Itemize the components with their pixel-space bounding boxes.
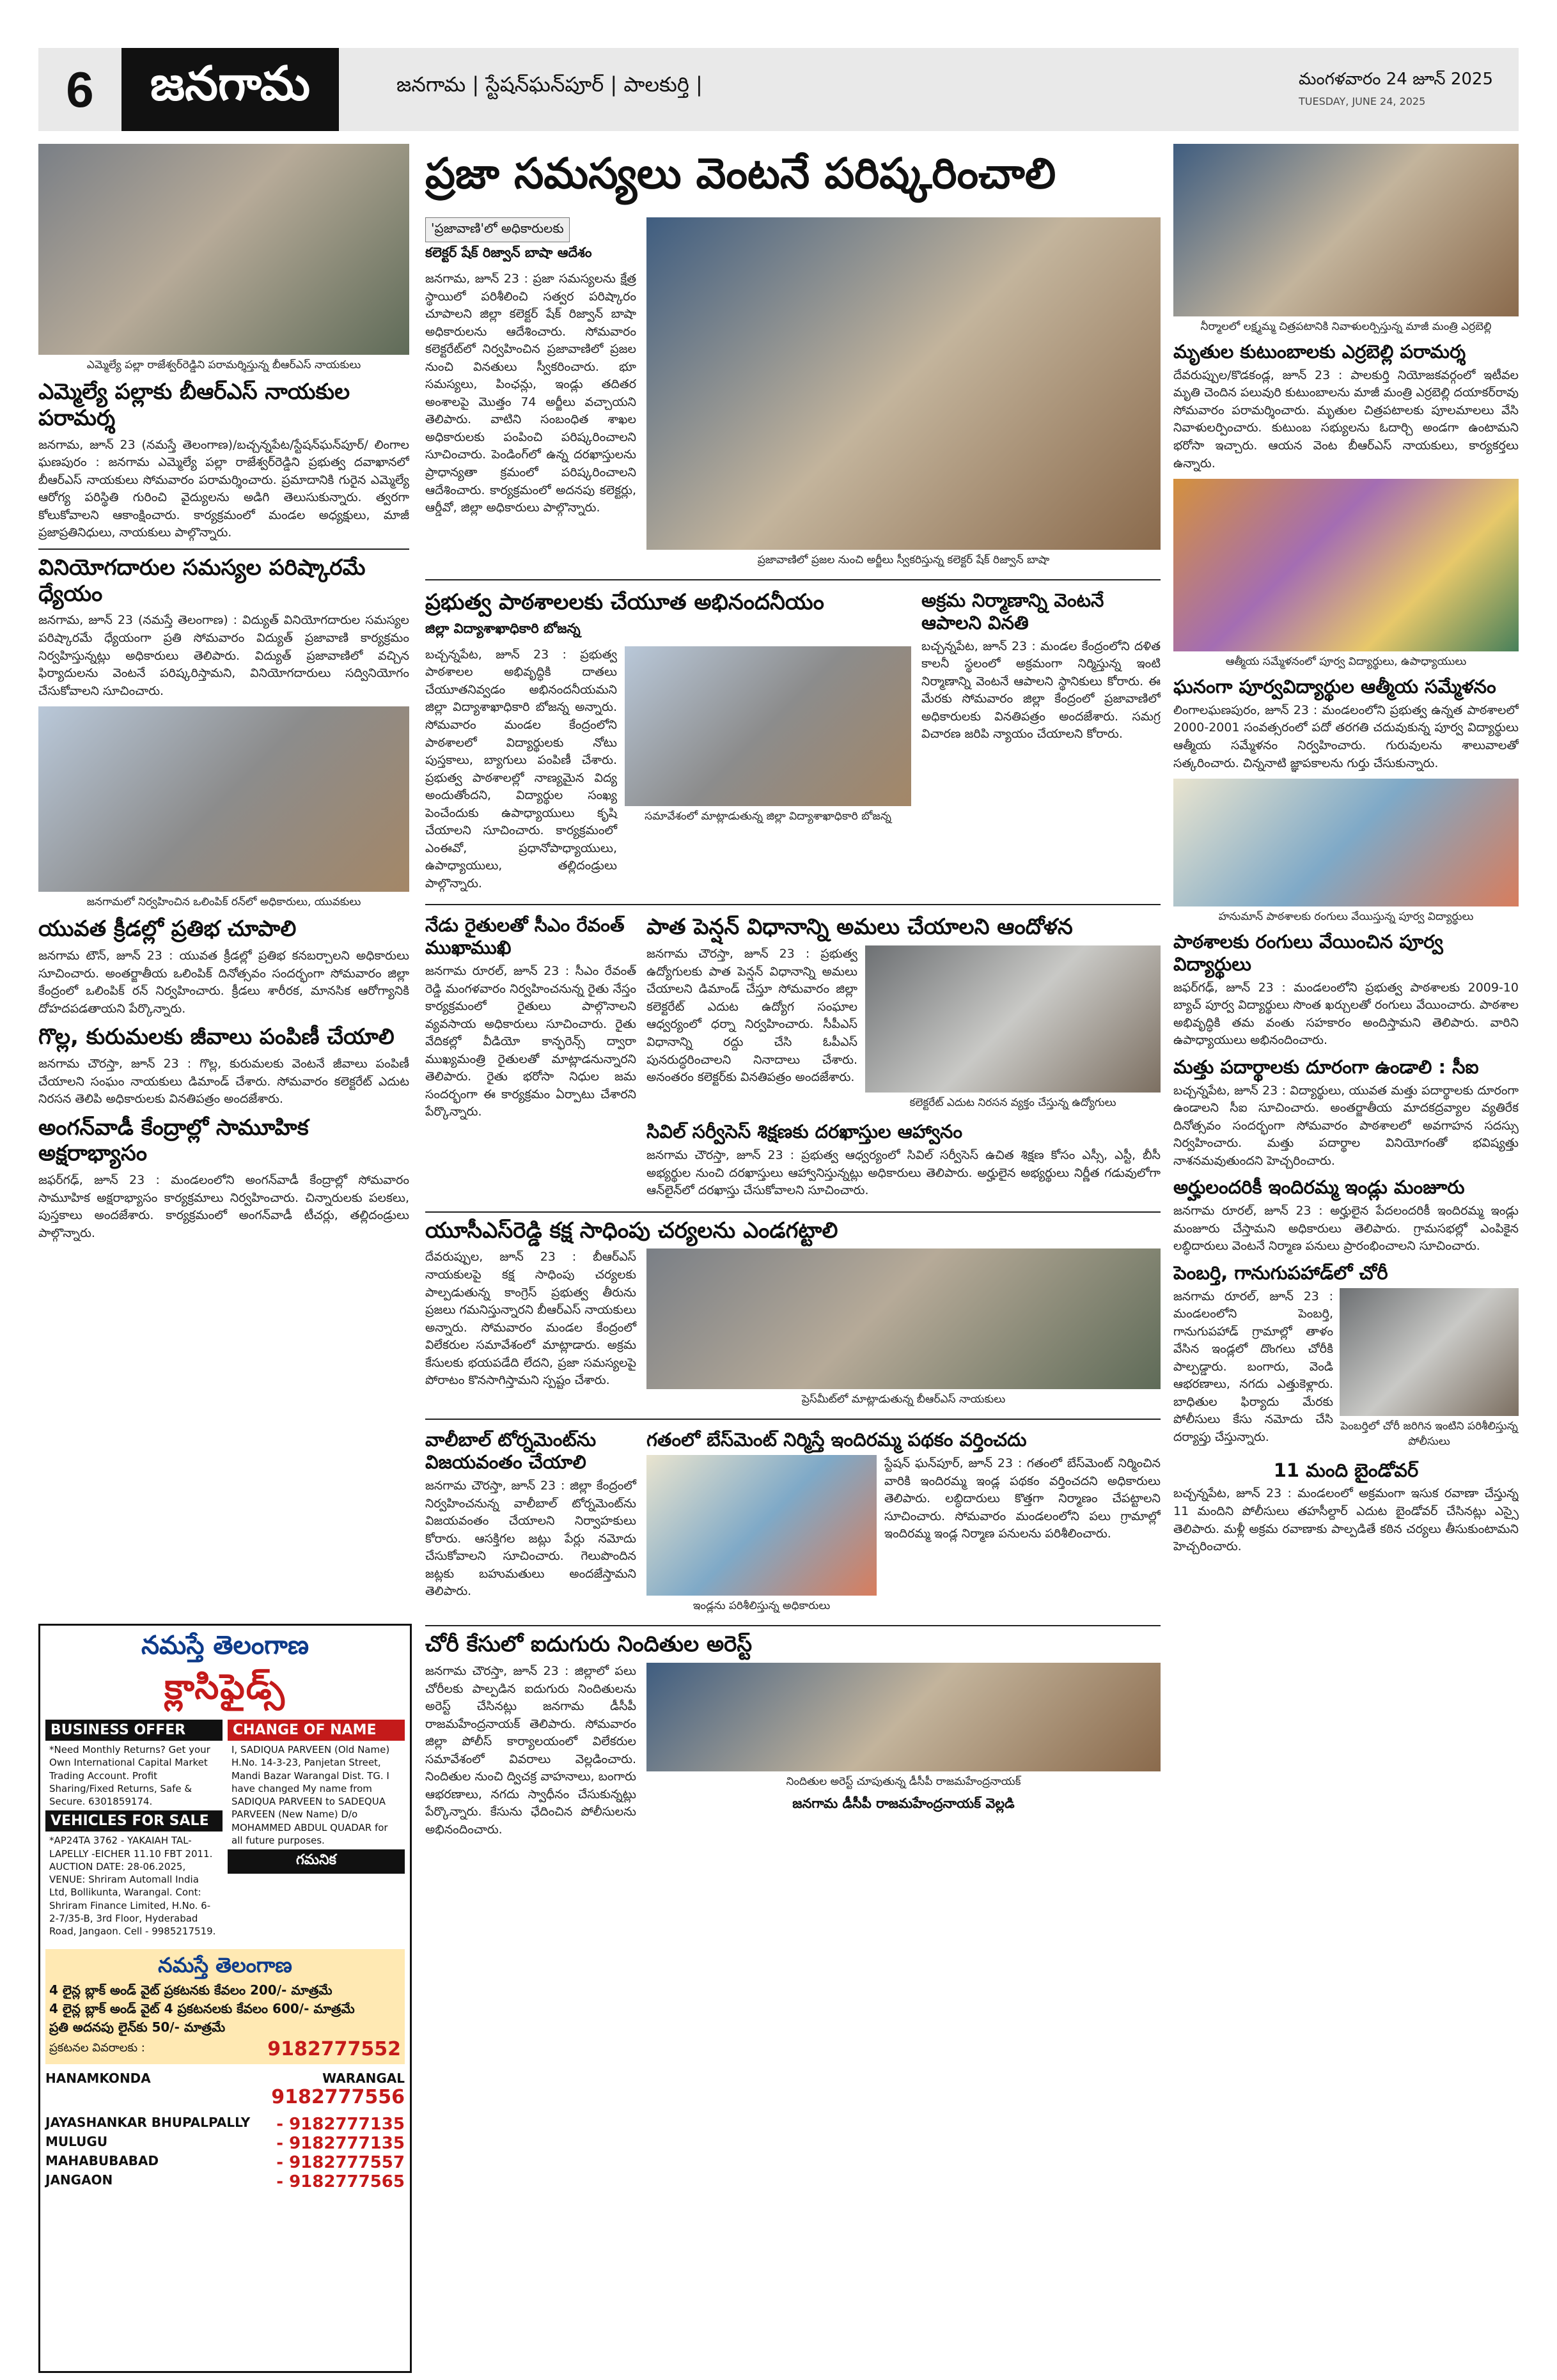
news-photo	[1340, 1288, 1519, 1416]
section-places: జనగామ | స్టేషన్‌ఘన్‌పూర్ | పాలకుర్తి |	[396, 72, 703, 97]
story-block	[425, 910, 636, 1206]
news-photo	[38, 144, 409, 355]
photo-caption: కలెక్టరేట్ ఎదుట నిరసన వ్యక్తం చేస్తున్న ఉద్యోగులు	[909, 1096, 1116, 1110]
story-j-inner	[425, 1663, 1161, 1845]
lead-photo-col	[646, 217, 1161, 574]
news-photo	[646, 1663, 1161, 1771]
story-g-photo	[646, 1248, 1161, 1413]
story-e-photo	[865, 945, 1161, 1117]
office-row	[45, 2071, 405, 2086]
ad-grid	[45, 1720, 405, 1940]
story-title: వినియోగదారుల సమస్యల పరిష్కారమే ధ్యేయం	[38, 554, 366, 607]
story-body: బచ్చన్నపేట, జూన్ 23 : ప్రభుత్వ పాఠశాలల అభివృద్ధికి దాతలు చేయూతనివ్వడం అభినందనీయమని జిల్లా విద్యాశాఖాధికారి బోజన్న అన్నారు. సోమవారం మండల కేంద్రంలోని పాఠశాలలో విద్యార్థులకు నోటు పుస్తకాలు, బ్యాగులు పంపిణీ చేశారు. ప్రభుత్వ పాఠశాలల్లో నాణ్యమైన విద్య అందుతోందని, విద్యార్థుల సంఖ్య పెంచేందుకు ఉపాధ్యాయులు కృషి చేయాలని సూచించారు. కార్యక్రమంలో ఎంఈవో, ప్రధానోపాధ్యాయులు, ఉపాధ్యాయులు, తల్లిదండ్రులు పాల్గొన్నారు.	[425, 647, 617, 891]
story-e-inner	[646, 945, 1161, 1117]
story-body: జనగామ చౌరస్తా, జూన్ 23 : ప్రభుత్వ ఉద్యోగులకు పాత పెన్షన్ విధానాన్ని అమలు చేయాలని డిమాండ్ చేస్తూ సోమవారం జిల్లా కలెక్టరేట్ ఎదుట ఉద్యోగ సంఘాల ఆధ్వర్యంలో ధర్నా నిర్వహించారు. సీపీఎస్ విధానాన్ని రద్దు చేసి ఓపీఎస్ పునరుద్ధరించాలని నినాదాలు చేశారు. అనంతరం కలెక్టర్‌కు వినతిపత్రం అందజేశారు.	[646, 947, 857, 1085]
story-title: పాత పెన్షన్ విధానాన్ని అమలు చేయాలని ఆందోళన	[646, 914, 1073, 940]
lead-tag: 'ప్రజావాణి'లో అధికారులకు	[425, 217, 570, 242]
contact-row	[49, 2038, 401, 2060]
ad-title: నమస్తే తెలంగాణ	[141, 1631, 309, 1660]
office-city: HANAMKONDA	[45, 2071, 151, 2087]
photo-caption: నిందితుల అరెస్ట్ చూపుతున్న డీసీపీ రాజమహేంద్రనాయక్	[786, 1775, 1021, 1789]
story-strap: జిల్లా విద్యాశాఖాధికారి బోజన్న	[425, 620, 581, 636]
story-i-inner	[646, 1455, 1161, 1620]
story-title: సివిల్ సర్వీసెస్ శిక్షణకు దరఖాస్తుల ఆహ్వానం	[646, 1121, 963, 1143]
photo-caption: ప్రజావాణిలో ప్రజల నుంచి అర్జీలు స్వీకరిస్తున్న కలెక్టర్ షేక్ రిజ్వాన్ బాషా	[757, 554, 1050, 566]
divider	[38, 548, 409, 550]
story-body: జనగామ చౌరస్తా, జూన్ 23 : జిల్లాలో పలు చోరీలకు పాల్పడిన ఐదుగురు నిందితులను అరెస్ట్ చేసినట్లు జనగామ డీసీపీ రాజమహేంద్రనాయక్ తెలిపారు. సోమవారం జిల్లా పోలీస్ కార్యాలయంలో విలేకరుల సమావేశంలో వివరాలు వెల్లడించారు. నిందితుల నుంచి ద్విచక్ర వాహనాలు, బంగారు ఆభరణాలు, నగదు స్వాధీనం చేసుకున్నట్లు పేర్కొన్నారు. కేసును ఛేదించిన పోలీసులను అభినందించారు.	[425, 1664, 636, 1837]
story-title: చోరీ కేసులో ఐదుగురు నిందితుల అరెస్ట్	[425, 1631, 753, 1658]
story-body: జనగామ రూరల్, జూన్ 23 : మండలంలోని పెంబర్తి, గానుగుపహాడ్ గ్రామాల్లో తాళం వేసిన ఇండ్లలో దొంగలు చోరీకి పాల్పడ్డారు. బంగారు, వెండి ఆభరణాలు, నగదు ఎత్తుకెళ్లారు. బాధితుల ఫిర్యాదు మేరకు పోలీసులు కేసు నమోదు చేసి దర్యాప్తు చేస్తున్నారు.	[1173, 1289, 1333, 1444]
story-body: జఫర్‌గఢ్, జూన్ 23 : మండలంలోని ప్రభుత్వ పాఠశాలకు 2009-10 బ్యాచ్ పూర్వ విద్యార్థులు సొంత ఖర్చులతో రంగులు వేయించారు. పాఠశాల అభివృద్ధికి తమ వంతు సహకారం అందిస్తామని తెలిపారు. వారిని ఉపాధ్యాయులు అభినందించారు.	[1173, 980, 1519, 1048]
city-name: MAHABUBABAD	[45, 2153, 159, 2169]
city-name: JANGAON	[45, 2172, 113, 2188]
left-column	[38, 144, 409, 1248]
city-row	[45, 2134, 405, 2153]
ad-subtitle: క్లాసిఫైడ్స్	[164, 1667, 286, 1707]
rate-line: 4 లైన్ల బ్లాక్ అండ్ వైట్ 4 ప్రకటనలకు కేవలం 600/- మాత్రమే	[49, 2001, 355, 2017]
story-6-inner	[1173, 1288, 1519, 1456]
news-photo	[1173, 479, 1519, 651]
story-body: జనగామ చౌరస్తా, జూన్ 23 : గొల్ల, కురుమలకు వెంటనే జీవాలు పంపిణీ చేయాలని సంఘం నాయకులు డిమాండ్ చేశారు. సోమవారం కలెక్టరేట్ ఎదుట నిరసన తెలిపి అధికారులకు వినతిపత్రం అందజేశారు.	[38, 1056, 409, 1107]
story-title: మత్తు పదార్థాలకు దూరంగా ఉండాలి : సీఐ	[1173, 1055, 1479, 1078]
office-city: WARANGAL	[322, 2071, 405, 2087]
story-body: జనగామ, జూన్ 23 : ప్రజా సమస్యలను క్షేత్ర స్థాయిలో పరిశీలించి సత్వర పరిష్కారం చూపాలని జిల్లా కలెక్టర్ షేక్ రిజ్వాన్ బాషా అధికారులను ఆదేశించారు. సోమవారం కలెక్టరేట్‌లో నిర్వహించిన ప్రజావాణిలో ప్రజల నుంచి వినతులు స్వీకరించారు. భూ సమస్యలు, పింఛన్లు, ఇండ్లు తదితర అంశాలపై మొత్తం 74 అర్జీలు వచ్చాయని తెలిపారు. వాటిని సంబంధిత శాఖల అధికారులకు పంపించి పరిష్కరించాలని సూచించారు. పెండింగ్‌లో ఉన్న దరఖాస్తులను ప్రాధాన్యతా క్రమంలో పరిష్కరించాలని ఆదేశించారు. కార్యక్రమంలో అదనపు కలెక్టర్లు, ఆర్డీవో, జిల్లా అధికారులు పాల్గొన్నారు.	[425, 272, 636, 515]
date-english: TUESDAY, JUNE 24, 2025	[1299, 95, 1426, 107]
story-title: గతంలో బేస్‌మెంట్ నిర్మిస్తే ఇందిరమ్మ పథకం వర్తించదు	[646, 1429, 1027, 1451]
story-b-inner	[425, 646, 911, 899]
city-phone: - 9182777135	[276, 2134, 405, 2154]
city-row	[45, 2153, 405, 2172]
masthead	[38, 48, 1519, 131]
story-body: బచ్చన్నపేట, జూన్ 23 : మండల కేంద్రంలోని దళిత కాలనీ స్థలంలో అక్రమంగా నిర్మిస్తున్న ఇంటి నిర్మాణాన్ని వెంటనే ఆపాలని స్థానికులు కోరారు. ఈ మేరకు సోమవారం జిల్లా కేంద్రంలో ప్రజావాణిలో అధికారులకు వినతిపత్రం అందజేశారు. సమగ్ర విచారణ జరిపి న్యాయం చేయాలని కోరారు.	[921, 639, 1161, 742]
photo-caption: ప్రెస్‌మీట్‌లో మాట్లాడుతున్న బీఆర్ఎస్ నాయకులు	[801, 1393, 1006, 1406]
story-block	[425, 586, 911, 899]
ad-text: *Need Monthly Returns? Get your Own International Capital Market Trading Account. Profit Sharing/Fixed Returns, Safe & Secure. 6301859174.	[49, 1744, 210, 1807]
rate-line: ప్రతి అదనపు లైన్‌కు 50/- మాత్రమే	[49, 2019, 226, 2035]
story-strap: జనగామ డీసీపీ రాజమహేంద్రనాయక్ వెల్లడి	[792, 1796, 1015, 1812]
news-photo	[1173, 779, 1519, 906]
ad-text: *AP24TA 3762 - YAKAIAH TAL-LAPELLY -EICHER 11.10 FBT 2011. AUCTION DATE: 28-06.2025, VENUE: Shriram Automall India Ltd, Bollikunta, Warangal. Cont: Shriram Finance Limited, H.No. 6-2-7/35-B, 3rd Floor, Hyderabad Road, Jangaon. Cell - 9985217519.	[49, 1835, 216, 1937]
story-body: జనగామ రూరల్, జూన్ 23 : సీఎం రేవంత్ రెడ్డి మంగళవారం నిర్వహించనున్న రైతు నేస్తం కార్యక్రమంలో రైతులు పాల్గొనాలని వ్యవసాయ అధికారులు సూచించారు. రైతు వేదికల్లో వీడియో కాన్ఫరెన్స్ ద్వారా ముఖ్యమంత్రి రైతులతో మాట్లాడనున్నారని తెలిపారు. రైతు భరోసా నిధుల జమ సందర్భంగా ఈ కార్యక్రమం ఏర్పాటు చేశారని పేర్కొన్నారు.	[425, 964, 636, 1119]
ad-heading: VEHICLES FOR SALE	[45, 1810, 223, 1832]
story-j-photo	[646, 1663, 1161, 1845]
city-phone: - 9182777557	[276, 2153, 405, 2173]
photo-caption: హనుమాన్ పాఠశాలకు రంగులు వేయిస్తున్న పూర్వ విద్యార్థులు	[1218, 910, 1474, 924]
story-title: 11 మంది బైండోవర్	[1273, 1459, 1419, 1481]
story-body: జనగామ చౌరస్తా, జూన్ 23 : జిల్లా కేంద్రంలో నిర్వహించనున్న వాలీబాల్ టోర్నమెంట్‌ను విజయవంతం చేయాలని నిర్వాహకులు కోరారు. ఆసక్తిగల జట్లు పేర్లు నమోదు చేసుకోవాలని సూచించారు. గెలుపొందిన జట్లకు బహుమతులు అందజేస్తామని తెలిపారు.	[425, 1479, 636, 1599]
story-body: బచ్చన్నపేట, జూన్ 23 : మండలంలో అక్రమంగా ఇసుక రవాణా చేస్తున్న 11 మందిని పోలీసులు తహసీల్దార్ ఎదుట బైండోవర్ చేసినట్లు ఎస్సై తెలిపారు. మళ్లీ అక్రమ రవాణాకు పాల్పడితే కఠిన చర్యలు తీసుకుంటామని హెచ్చరించారు.	[1173, 1486, 1519, 1554]
story-6-photo	[1340, 1288, 1519, 1456]
ad-text: I, SADIQUA PARVEEN (Old Name) H.No. 14-3-23, Panjetan Street, Mandi Bazar Warangal Dist. TG. I have changed My name from SADIQUA PARVEEN to SADEQUA PARVEEN (New Name) D/o MOHAMMED ABDUL QUADAR for all future purposes.	[231, 1744, 390, 1846]
story-block	[646, 1425, 1161, 1620]
photo-caption: ఆత్మీయ సమ్మేళనంలో పూర్వ విద్యార్థులు, ఉపాధ్యాయులు	[1225, 655, 1467, 669]
lead-headline: ప్రజా సమస్యలు వెంటనే పరిష్కరించాలి	[425, 149, 1056, 198]
news-photo	[646, 1248, 1161, 1389]
story-body: దేవరుప్పుల/కొడకండ్ల, జూన్ 23 : పాలకుర్తి నియోజకవర్గంలో ఇటీవల మృతి చెందిన పలువురి కుటుంబాలను మాజీ మంత్రి ఎర్రబెల్లి దయాకర్‌రావు సోమవారం పరామర్శించారు. మృతుల చిత్రపటాలకు పూలమాలలు వేసి నివాళులర్పించారు. కుటుంబ సభ్యులను ఓదార్చి అండగా ఉంటామని భరోసా ఇచ్చారు. ఆయన వెంట బీఆర్ఎస్ నాయకులు, కార్యకర్తలు ఉన్నారు.	[1173, 368, 1519, 471]
story-body: జఫర్‌గఢ్, జూన్ 23 : మండలంలోని అంగన్‌వాడీ కేంద్రాల్లో సోమవారం సామూహిక అక్షరాభ్యాసం కార్యక్రమాలు నిర్వహించారు. చిన్నారులకు పలకలు, పుస్తకాలు అందజేశారు. కార్యక్రమంలో అంగన్‌వాడీ టీచర్లు, తల్లిదండ్రులు పాల్గొన్నారు.	[38, 1173, 409, 1240]
right-column	[1173, 144, 1519, 2362]
rate-line: 4 లైన్ల బ్లాక్ అండ్ వైట్ ప్రకటనకు కేవలం 200/- మాత్రమే	[49, 1982, 333, 1998]
date-telugu: మంగళవారం 24 జూన్ 2025	[1299, 70, 1493, 89]
story-row	[425, 1425, 1161, 1620]
photo-caption: జనగామలో నిర్వహించిన ఒలింపిక్ రన్‌లో అధికారులు, యువకులు	[86, 896, 361, 909]
ad-col-left	[45, 1720, 223, 1940]
story-title: గొల్ల, కురుమలకు జీవాలు పంపిణీ చేయాలి	[38, 1024, 395, 1050]
city-row	[45, 2115, 405, 2134]
news-photo	[646, 1455, 877, 1596]
story-body: జనగామ, జూన్ 23 (నమస్తే తెలంగాణ)/బచ్చన్నపేట/స్టేషన్‌ఘన్‌పూర్/ లింగాల ఘణపురం : జనగామ ఎమ్మెల్యే పల్లా రాజేశ్వర్‌రెడ్డిని ప్రభుత్వ దవాఖానలో బీఆర్ఎస్ నాయకులు సోమవారం పరామర్శించారు. ప్రమాదానికి గురైన ఎమ్మెల్యే ఆరోగ్య పరిస్థితి గురించి వైద్యులను అడిగి తెలుసుకున్నారు. త్వరగా కోలుకోవాలని ఆకాంక్షించారు. కార్యక్రమంలో మండల అధ్యక్షులు, మాజీ ప్రజాప్రతినిధులు, నాయకులు పాల్గొన్నారు.	[38, 437, 409, 540]
story-body: జనగామ చౌరస్తా, జూన్ 23 : ప్రభుత్వ ఆధ్వర్యంలో సివిల్ సర్వీసెస్ ఉచిత శిక్షణ కోసం ఎస్సీ, ఎస్టీ, బీసీ అభ్యర్థుల నుంచి దరఖాస్తులు ఆహ్వానిస్తున్నట్లు అధికారులు తెలిపారు. అర్హులైన అభ్యర్థులు నిర్ణీత గడువులోగా ఆన్‌లైన్‌లో దరఖాస్తు చేసుకోవాలని సూచించారు.	[646, 1148, 1161, 1198]
phone-number: 9182777556	[271, 2086, 405, 2109]
photo-caption: నీర్మాలలో లక్ష్మమ్మ చిత్రపటానికి నివాళులర్పిస్తున్న మాజీ మంత్రి ఎర్రబెల్లి	[1200, 320, 1492, 333]
edition-date	[1299, 70, 1493, 107]
photo-caption: ఇండ్లను పరిశీలిస్తున్న అధికారులు	[692, 1599, 831, 1613]
story-title: పాఠశాలకు రంగులు వేయించిన పూర్వ విద్యార్థులు	[1173, 931, 1443, 975]
news-photo	[1173, 144, 1519, 316]
story-title: అక్రమ నిర్మాణాన్ని వెంటనే ఆపాలని వినతి	[921, 589, 1104, 634]
story-block	[425, 1425, 636, 1620]
story-block	[921, 586, 1161, 899]
divider	[425, 1625, 1161, 1626]
divider	[425, 579, 1161, 580]
phone-number: 9182777552	[267, 2038, 401, 2061]
city-phone: - 9182777565	[276, 2172, 405, 2192]
news-photo	[865, 945, 1161, 1093]
story-i-photo	[646, 1455, 877, 1620]
news-photo	[38, 706, 409, 892]
story-body: జనగామ టౌన్, జూన్ 23 : యువత క్రీడల్లో ప్రతిభ కనబర్చాలని అధికారులు సూచించారు. అంతర్జాతీయ ఒలింపిక్ దినోత్సవం సందర్భంగా సోమవారం జిల్లా కేంద్రంలో ఒలింపిక్ రన్ నిర్వహించారు. క్రీడలు శారీరక, మానసిక ఆరోగ్యానికి దోహదపడతాయని పేర్కొన్నారు.	[38, 949, 409, 1016]
story-title: ఎమ్మెల్యే పల్లాకు బీఆర్ఎస్ నాయకుల పరామర్శ	[38, 379, 350, 431]
story-title: పెంబర్తి, గానుగుపహాడ్‌లో చోరీ	[1173, 1261, 1388, 1284]
city-phone: - 9182777135	[276, 2115, 405, 2135]
story-block	[646, 910, 1161, 1206]
story-body: స్టేషన్ ఘన్‌పూర్, జూన్ 23 : గతంలో బేస్‌మెంట్ నిర్మించిన వారికి ఇందిరమ్మ ఇండ్ల పథకం వర్తించదని అధికారులు తెలిపారు. లబ్ధిదారులు కొత్తగా నిర్మాణం చేపట్టాలని సూచించారు. సోమవారం మండలంలోని పలు గ్రామాల్లో ఇందిరమ్మ ఇండ్ల నిర్మాణ పనులను పరిశీలించారు.	[884, 1456, 1161, 1541]
section-brand: జనగామ	[121, 48, 339, 131]
ad-title: నమస్తే తెలంగాణ	[158, 1953, 292, 1978]
lead-text-col	[425, 217, 636, 574]
divider	[425, 1211, 1161, 1213]
photo-caption: సమావేశంలో మాట్లాడుతున్న జిల్లా విద్యాశాఖాధికారి బోజన్న	[645, 809, 891, 823]
story-body: జనగామ, జూన్ 23 (నమస్తే తెలంగాణ) : విద్యుత్ వినియోగదారుల సమస్యల పరిష్కారమే ధ్యేయంగా ప్రతి సోమవారం విద్యుత్ ప్రజావాణి కార్యక్రమం నిర్వహిస్తున్నట్లు అధికారులు తెలిపారు. విద్యుత్ ప్రజావాణిలో వచ్చిన ఫిర్యాదులను వెంటనే పరిష్కరిస్తామని, వినియోగదారులు సద్వినియోగం చేసుకోవాలని సూచించారు.	[38, 613, 409, 698]
story-title: ఘనంగా పూర్వవిద్యార్థుల ఆత్మీయ సమ్మేళనం	[1173, 676, 1496, 698]
story-title: వాలీబాల్ టోర్నమెంట్‌ను విజయవంతం చేయాలి	[425, 1429, 597, 1474]
story-title: అర్హులందరికీ ఇందిరమ్మ ఇండ్లు మంజూరు	[1173, 1176, 1465, 1199]
story-g-inner	[425, 1248, 1161, 1413]
story-body: లింగాలఘణపురం, జూన్ 23 : మండలంలోని ప్రభుత్వ ఉన్నత పాఠశాలలో 2000-2001 సంవత్సరంలో పదో తరగతి చదువుకున్న పూర్వ విద్యార్థులు ఆత్మీయ సమ్మేళనం నిర్వహించారు. గురువులను శాలువాలతో సత్కరించారు. చిన్ననాటి జ్ఞాపకాలను గుర్తు చేసుకున్నారు.	[1173, 703, 1519, 770]
divider	[425, 1419, 1161, 1420]
story-title: ప్రభుత్వ పాఠశాలలకు చేయూత అభినందనీయం	[425, 589, 824, 615]
story-body: జనగామ రూరల్, జూన్ 23 : అర్హులైన పేదలందరికీ ఇందిరమ్మ ఇండ్లు మంజూరు చేస్తామని అధికారులు తెలిపారు. గ్రామసభల్లో ఎంపికైన లబ్ధిదారులు వెంటనే నిర్మాణ పనులు ప్రారంభించాలని సూచించారు.	[1173, 1204, 1519, 1254]
story-body: బచ్చన్నపేట, జూన్ 23 : విద్యార్థులు, యువత మత్తు పదార్థాలకు దూరంగా ఉండాలని సీఐ సూచించారు. అంతర్జాతీయ మాదకద్రవ్యాల వ్యతిరేక దినోత్సవం సందర్భంగా సోమవారం పాఠశాలలో అవగాహన సదస్సు నిర్వహించారు. మత్తు పదార్థాల వినియోగంతో భవిష్యత్తు నాశనమవుతుందని హెచ్చరించారు.	[1173, 1083, 1519, 1168]
story-title: అంగన్‌వాడీ కేంద్రాల్లో సామూహిక అక్షరాభ్యాసం	[38, 1114, 309, 1167]
ad-col-right	[228, 1720, 405, 1940]
city-row	[45, 2172, 405, 2191]
story-title: మృతుల కుటుంబాలకు ఎర్రబెల్లి పరామర్శ	[1173, 341, 1466, 362]
ad-heading: గమనిక	[228, 1849, 405, 1874]
story-title: యూసీఎస్‌రెడ్డి కక్ష సాధింపు చర్యలను ఎండగట్టాలి	[425, 1217, 838, 1243]
story-body: దేవరుప్పుల, జూన్ 23 : బీఆర్ఎస్ నాయకులపై కక్ష సాధింపు చర్యలకు పాల్పడుతున్న కాంగ్రెస్ ప్రభుత్వ తీరును ప్రజలు గమనిస్తున్నారని బీఆర్ఎస్ నాయకులు అన్నారు. సోమవారం మండల కేంద్రంలో విలేకరుల సమావేశంలో మాట్లాడారు. అక్రమ కేసులకు భయపడేది లేదని, ప్రజా సమస్యలపై పోరాటం కొనసాగిస్తామని స్పష్టం చేశారు.	[425, 1250, 636, 1388]
story-row	[425, 586, 1161, 899]
story-b-photo	[625, 646, 911, 899]
photo-caption: పెంబర్తిలో చోరీ జరిగిన ఇంటిని పరిశీలిస్తున్న పోలీసులు	[1340, 1419, 1518, 1448]
classifieds-ad	[38, 1624, 412, 2373]
news-photo	[646, 217, 1161, 550]
contact-label: ప్రకటనల వివరాలకు :	[49, 2041, 145, 2055]
ad-heading: CHANGE OF NAME	[228, 1720, 405, 1741]
page-number: 6	[66, 61, 94, 118]
center-area	[425, 144, 1161, 2362]
story-title: యువత క్రీడల్లో ప్రతిభ చూపాలి	[38, 916, 297, 942]
lead-story	[425, 217, 1161, 574]
story-title: నేడు రైతులతో సీఎం రేవంత్ ముఖాముఖి	[425, 914, 625, 959]
news-photo	[625, 646, 911, 806]
photo-caption: ఎమ్మెల్యే పల్లా రాజేశ్వర్‌రెడ్డిని పరామర్శిస్తున్న బీఆర్ఎస్ నాయకులు	[86, 359, 361, 371]
rate-box	[45, 1949, 405, 2064]
city-name: JAYASHANKAR BHUPALPALLY	[45, 2115, 251, 2131]
city-list	[45, 2115, 405, 2191]
story-row	[425, 910, 1161, 1206]
ad-heading: BUSINESS OFFER	[45, 1720, 223, 1741]
lead-strap: కలెక్టర్ షేక్ రిజ్వాన్ బాషా ఆదేశం	[425, 245, 592, 260]
city-name: MULUGU	[45, 2134, 108, 2150]
divider	[425, 904, 1161, 905]
